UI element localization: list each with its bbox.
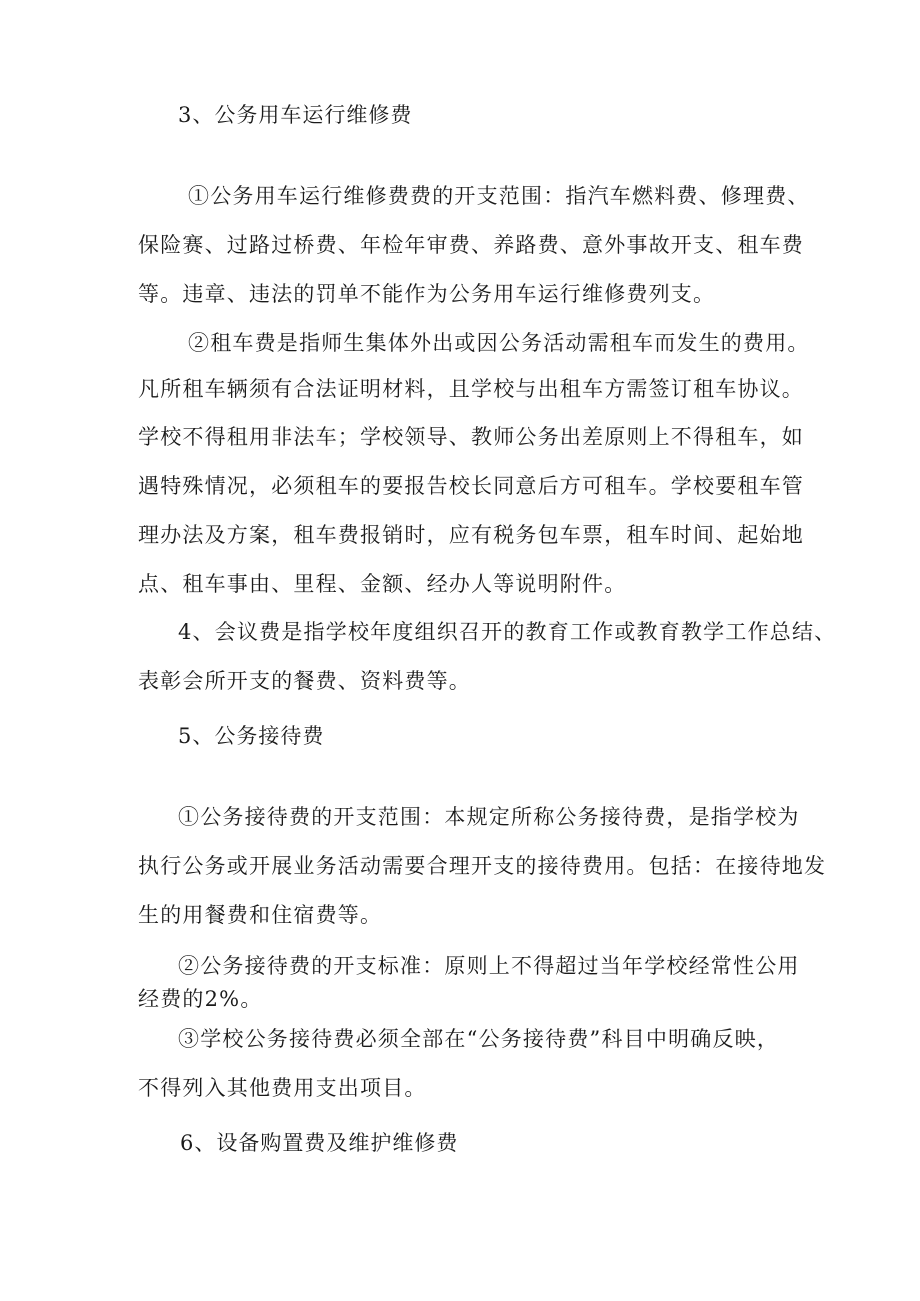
paragraph-line: 生的用餐费和住宿费等。 — [138, 903, 383, 927]
paragraph-line: ②租车费是指师生集体外出或因公务活动需租车而发生的费用。 — [188, 331, 810, 355]
paragraph-line: 4、会议费是指学校年度组织召开的教育工作或教育教学工作总结、 — [178, 620, 837, 644]
paragraph-line: 不得列入其他费用支出项目。 — [138, 1076, 427, 1100]
paragraph-line: ③学校公务接待费必须全部在“公务接待费”科目中明确反映， — [178, 1027, 780, 1051]
paragraph-line: 等。违章、违法的罚单不能作为公务用车运行维修费列支。 — [138, 282, 716, 306]
paragraph-line: ①公务用车运行维修费费的开支范围：指汽车燃料费、修理费、 — [188, 184, 810, 208]
paragraph-line: 点、租车事由、里程、金额、经办人等说明附件。 — [138, 572, 627, 596]
paragraph-line: ①公务接待费的开支范围：本规定所称公务接待费，是指学校为 — [178, 805, 800, 829]
paragraph-line: 保险赛、过路过桥费、年检年审费、养路费、意外事故开支、租车费 — [138, 233, 804, 257]
paragraph-line: ②公务接待费的开支标准：原则上不得超过当年学校经常性公用 — [178, 954, 800, 978]
paragraph-line: 经费的2%。 — [138, 987, 263, 1011]
paragraph-line: 理办法及方案，租车费报销时，应有税务包车票，租车时间、起始地 — [138, 523, 804, 547]
paragraph-line: 遇特殊情况，必须租车的要报告校长同意后方可租车。学校要租车管 — [138, 474, 804, 498]
paragraph-line: 表彰会所开支的餐费、资料费等。 — [138, 669, 471, 693]
paragraph-line: 凡所租车辆须有合法证明材料，且学校与出租车方需签订租车协议。 — [138, 377, 804, 401]
paragraph-line: 学校不得租用非法车；学校领导、教师公务出差原则上不得租车，如 — [138, 425, 804, 449]
section-heading-reception: 5、公务接待费 — [178, 724, 325, 748]
paragraph-line: 执行公务或开展业务活动需要合理开支的接待费用。包括：在接待地发 — [138, 854, 827, 878]
section-heading-vehicle-maintenance: 3、公务用车运行维修费 — [178, 103, 413, 127]
section-heading-equipment: 6、设备购置费及维护维修费 — [180, 1131, 459, 1155]
